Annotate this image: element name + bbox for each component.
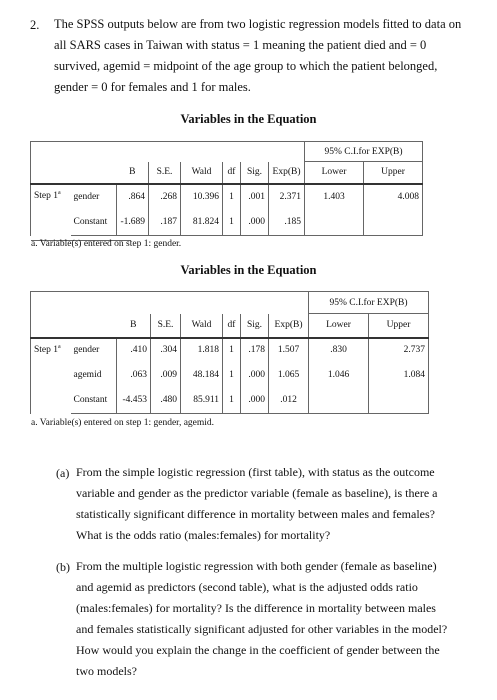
table2-cell: 1 (223, 388, 241, 414)
table2-cell: .063 (117, 362, 151, 388)
part-b-line: and agemid as predictors (second table), what is the adjusted odds ratio (76, 580, 418, 594)
table2-header-b: B (117, 314, 151, 338)
table2-cell: .178 (241, 338, 269, 362)
intro-line: survived, agemid = midpoint of the age group to which the patient belonged, (54, 59, 438, 73)
table1 (30, 141, 423, 236)
table-row (31, 362, 429, 388)
table1-header-sig: Sig. (241, 162, 269, 184)
table2-cell: -4.453 (117, 388, 151, 414)
table2-var: Constant (71, 388, 117, 414)
table-row (31, 184, 423, 210)
table2-cell (309, 388, 369, 414)
table2-cell: 1.065 (269, 362, 309, 388)
table2-cell: 1.084 (369, 362, 429, 388)
table1-cell: 81.824 (181, 210, 223, 236)
table2-cell: .000 (241, 388, 269, 414)
table2-cell: 1.046 (309, 362, 369, 388)
table2-cell: .012 (269, 388, 309, 414)
table1-header-expb: Exp(B) (269, 162, 305, 184)
table1-header-upper: Upper (364, 162, 423, 184)
table1-cell: .268 (149, 184, 181, 210)
part-b-text (76, 556, 476, 682)
question-intro (54, 14, 469, 98)
table2-header-expb: Exp(B) (269, 314, 309, 338)
table-row (31, 388, 429, 414)
table2-header-lower: Lower (309, 314, 369, 338)
table1-cell: .864 (117, 184, 149, 210)
table2-cell: .480 (151, 388, 181, 414)
table1-header-wald: Wald (181, 162, 223, 184)
table1-var: Constant (71, 210, 117, 236)
part-a-line: variable and gender as the predictor variable (female as baseline), is there a (76, 486, 438, 500)
table1-cell: 1 (223, 210, 241, 236)
table2-cell (369, 388, 429, 414)
table2-cell: 48.184 (181, 362, 223, 388)
part-a-label: (a) (56, 466, 70, 480)
table2-cell: 1.507 (269, 338, 309, 362)
table2-cell: .830 (309, 338, 369, 362)
table2-title: Variables in the Equation (180, 263, 317, 277)
table2 (30, 291, 429, 414)
table1-header-lower: Lower (305, 162, 364, 184)
table1-cell: 2.371 (269, 184, 305, 210)
part-b-label: (b) (56, 560, 70, 574)
table1-cell: .000 (241, 210, 269, 236)
table2-cell: 1.818 (181, 338, 223, 362)
intro-line: gender = 0 for females and 1 for males. (54, 80, 251, 94)
part-b-line: How would you explain the change in the coefficient of gender between the (76, 643, 440, 657)
table1-step: Step 1$^a$ (31, 184, 71, 236)
table2-cell: .304 (151, 338, 181, 362)
table1-header-df: df (223, 162, 241, 184)
part-a-text (76, 462, 476, 546)
table1-ci-header: 95% C.I.for EXP(B) (305, 142, 423, 162)
table2-cell: 85.911 (181, 388, 223, 414)
intro-line: The SPSS outputs below are from two logistic regression models fitted to data on (54, 17, 462, 31)
table2-var: gender (71, 338, 117, 362)
table1-var: gender (71, 184, 117, 210)
part-b-line: (males:females) for mortality? Is the difference in mortality between males (76, 601, 436, 615)
part-a-line: What is the odds ratio (males:females) for mortality? (76, 528, 331, 542)
part-b-line: From the multiple logistic regression with both gender (female as baseline) (76, 559, 437, 573)
table2-cell: .009 (151, 362, 181, 388)
table2-header-sig: Sig. (241, 314, 269, 338)
table2-cell: .410 (117, 338, 151, 362)
table2-cell: 2.737 (369, 338, 429, 362)
question-number: 2. (30, 18, 40, 32)
table1-cell (305, 210, 364, 236)
table1-header-b: B (117, 162, 149, 184)
table1-cell: 4.008 (364, 184, 423, 210)
table1-cell: .187 (149, 210, 181, 236)
part-b-line: two models? (76, 664, 137, 678)
table1-cell: .185 (269, 210, 305, 236)
table-row (31, 210, 423, 236)
part-b-line: and females statistically significant adjusted for other variables in the model? (76, 622, 448, 636)
table1-title: Variables in the Equation (180, 112, 317, 126)
table2-header-upper: Upper (369, 314, 429, 338)
table1-cell (364, 210, 423, 236)
table2-header-df: df (223, 314, 241, 338)
table2-step: Step 1$^a$ (31, 338, 71, 414)
table1-cell: 10.396 (181, 184, 223, 210)
intro-line: all SARS cases in Taiwan with status = 1 meaning the patient died and = 0 (54, 38, 427, 52)
table1-header-se: S.E. (149, 162, 181, 184)
table2-header-wald: Wald (181, 314, 223, 338)
table2-cell: 1 (223, 362, 241, 388)
table2-header-se: S.E. (151, 314, 181, 338)
table-row (31, 338, 429, 362)
table2-ci-header: 95% C.I.for EXP(B) (309, 292, 429, 314)
part-a-line: statistically significant difference in mortality between males and females? (76, 507, 435, 521)
table1-cell: 1 (223, 184, 241, 210)
table2-var: agemid (71, 362, 117, 388)
table2-footnote: a. Variable(s) entered on step 1: gender, agemid. (31, 418, 215, 428)
table2-cell: 1 (223, 338, 241, 362)
part-a-line: From the simple logistic regression (first table), with status as the outcome (76, 465, 435, 479)
table1-cell: 1.403 (305, 184, 364, 210)
table1-cell: -1.689 (117, 210, 149, 236)
table2-cell: .000 (241, 362, 269, 388)
table1-footnote: a. Variable(s) entered on step 1: gender. (31, 239, 182, 249)
table1-cell: .001 (241, 184, 269, 210)
